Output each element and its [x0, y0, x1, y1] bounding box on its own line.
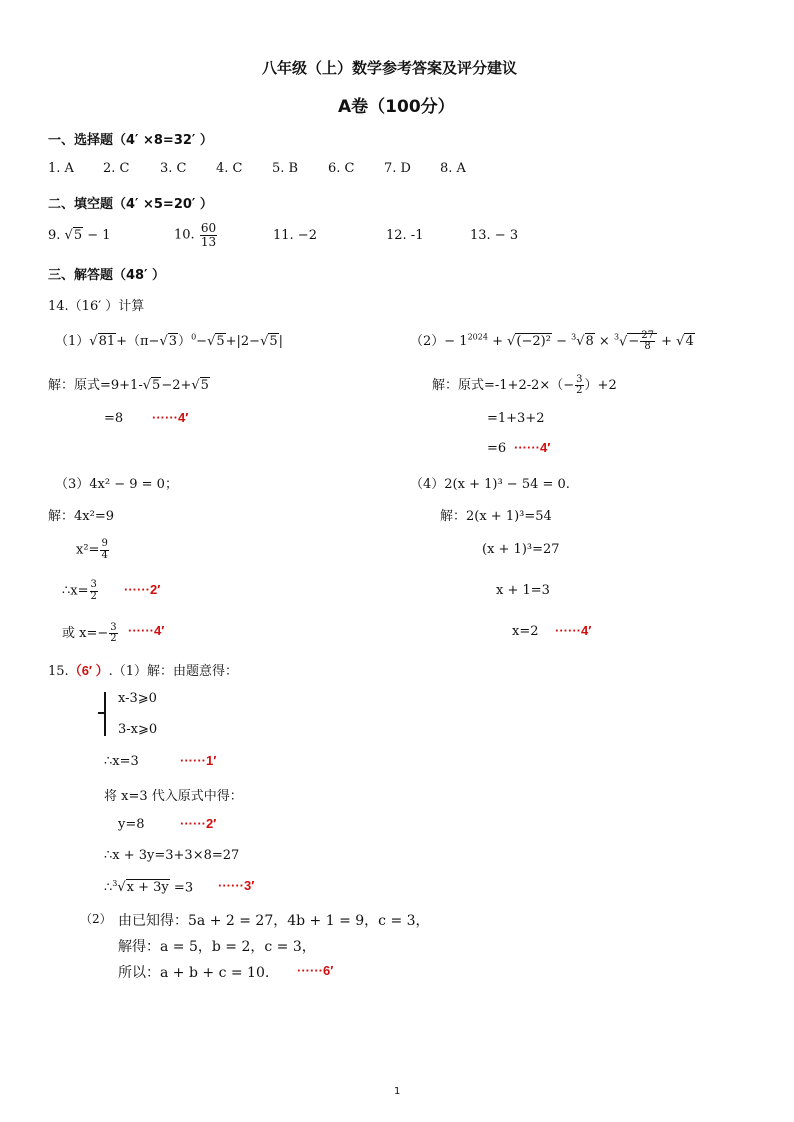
answer-7: 7. D — [384, 161, 411, 176]
question-14-title: 14.（16′ ）计算 — [48, 299, 145, 314]
fill-answer-11: 11. −2 — [273, 228, 317, 243]
q15-compute: ∴x + 3y=3+3×8=27 — [104, 848, 240, 863]
q14-part1-score-mark: ······4′ — [152, 410, 189, 425]
q14-part3-step2: x²= $\frac{9}{4}$ — [76, 538, 108, 561]
page-subtitle: A卷（100分） — [338, 97, 455, 117]
answer-3: 3. C — [160, 161, 187, 176]
q14-part3-equation: （3）4x² − 9 = 0； — [55, 477, 178, 492]
answer-6: 6. C — [328, 161, 355, 176]
q14-part4-step1: 解：2(x + 1)³=54 — [440, 509, 552, 524]
q15-part2-line3: 所以：a + b + c = 10. — [118, 965, 270, 981]
answer-1: 1. A — [48, 161, 74, 176]
q14-part2-step: =1+3+2 — [487, 411, 545, 426]
q15-result-x: ∴x=3 — [104, 754, 139, 769]
q15-score-mark-3: ······3′ — [218, 878, 255, 893]
fill-answer-10: 10. $\frac{60}{13}$ — [174, 221, 217, 249]
fill-answer-9: 9. √5 − 1 — [48, 228, 111, 243]
q14-part3-step4: 或 x=− $\frac{3}{2}$ — [62, 621, 117, 644]
fill-answer-12: 12. -1 — [386, 228, 424, 243]
q14-part2-expression: $(2)- 1^{2024} + √(-2)^2 - ^3√8 \times ^3√-$ $\frac{27}{8}$ + √4 — [410, 329, 694, 352]
answer-8: 8. A — [440, 161, 466, 176]
q15-part2-score-mark: ······6′ — [297, 963, 334, 978]
q14-part1-solution: 解：原式=9+1-√5−2+√5 — [48, 378, 209, 393]
q15-cube-root-result: ∴$^3$√x + 3y =3 — [104, 879, 194, 896]
answer-2: 2. C — [103, 161, 130, 176]
q14-part2-solution: 解：原式=-1+2-2×（− $\frac{3}{2}$ ）+2 — [432, 373, 617, 396]
q14-part4-step2: (x + 1)³=27 — [482, 542, 560, 557]
q14-part4-equation: （4）2(x + 1)³ − 54 = 0. — [410, 477, 570, 492]
q14-part3-score-mark-2: ······4′ — [128, 623, 165, 638]
q15-score-mark-2: ······2′ — [180, 816, 217, 831]
q15-system-ineq-1: x-3⩾0 — [118, 691, 157, 706]
question-15-title: 15.（6′ ）.（1）解：由题意得： — [48, 663, 239, 679]
q15-score-mark-1: ······1′ — [180, 753, 217, 768]
q15-part2-line1: 由已知得：5a + 2 = 27，4b + 1 = 9，c = 3， — [118, 913, 430, 929]
section-3-heading: 三、解答题（48′ ） — [48, 268, 166, 283]
q15-result-y: y=8 — [118, 817, 145, 832]
q14-part1-result: =8 — [104, 411, 124, 426]
page-title: 八年级（上）数学参考答案及评分建议 — [262, 59, 518, 77]
answer-4: 4. C — [216, 161, 243, 176]
page-number: 1 — [394, 1086, 401, 1097]
q14-part1-expression: $(1)√81+(\pi-√3)^0-√5+|2-√5|$ — [55, 332, 284, 349]
system-brace — [104, 692, 116, 736]
q14-part4-step3: x + 1=3 — [496, 583, 550, 598]
q15-part2-label: （2） — [80, 912, 112, 926]
q14-part4-step4: x=2 — [512, 624, 539, 639]
section-2-heading: 二、填空题（4′ ×5=20′ ） — [48, 197, 213, 212]
section-1-heading: 一、选择题（4′ ×8=32′ ） — [48, 133, 213, 148]
q14-part2-result: =6 — [487, 441, 507, 456]
q15-part2-line2: 解得：a = 5，b = 2，c = 3， — [118, 939, 316, 955]
answer-5: 5. B — [272, 161, 299, 176]
fill-answer-13: 13. − 3 — [470, 228, 519, 243]
q14-part3-step3: ∴x= $\frac{3}{2}$ — [62, 579, 97, 602]
q14-part4-score-mark: ······4′ — [555, 623, 592, 638]
q14-part3-score-mark-1: ······2′ — [124, 582, 161, 597]
q14-part3-step1: 解：4x²=9 — [48, 509, 114, 524]
q14-part2-score-mark: ······4′ — [514, 440, 551, 455]
q15-substitute-note: 将 x=3 代入原式中得： — [104, 789, 243, 804]
q15-system-ineq-2: 3-x⩾0 — [118, 722, 158, 737]
